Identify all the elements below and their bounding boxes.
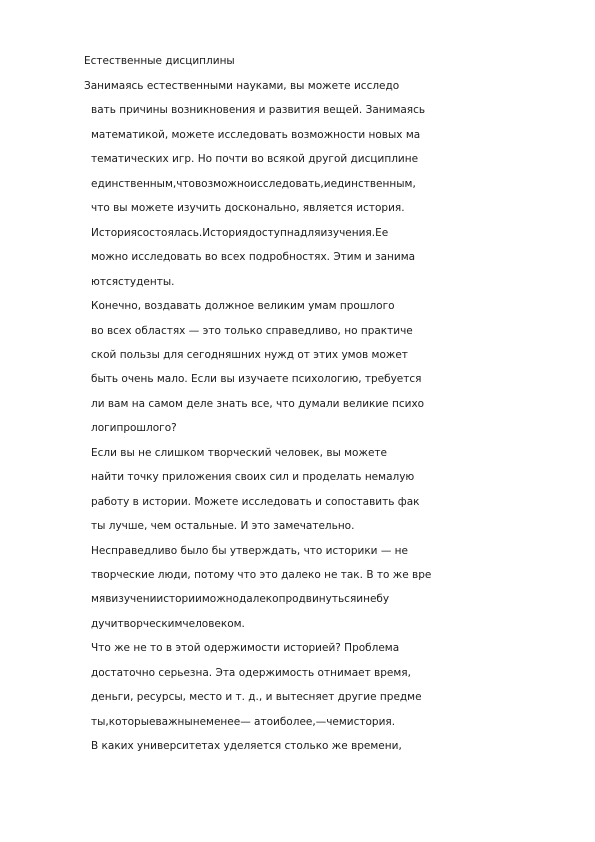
text-line: Что же не то в этой одержимости историей? Проблема <box>91 642 400 655</box>
text-line: достаточно серьезна. Эта одержимость отнимает время, <box>91 666 411 679</box>
text-line: во всех областях — это только справедливо, но практиче <box>91 324 413 337</box>
text-line: работу в истории. Можете исследовать и сопоставить фак <box>91 495 420 508</box>
text-line: что вы можете изучить досконально, является история. <box>91 202 405 215</box>
text-line: Занимаясь естественными науками, вы можете исследо <box>84 80 400 92</box>
text-line: ютсястуденты. <box>91 275 175 288</box>
text-line: быть очень мало. Если вы изучаете психологию, требуется <box>91 373 422 386</box>
text-line: деньги, ресурсы, место и т. д., и вытесняет другие предме <box>91 691 422 704</box>
text-line: ской пользы для сегодняшних нужд от этих умов может <box>91 348 408 361</box>
text-line: вать причины возникновения и развития вещей. Занимаясь <box>91 104 426 117</box>
text-line: Конечно, воздавать должное великим умам прошлого <box>91 300 395 313</box>
text-line: можно исследовать во всех подробностях. Этим и занима <box>91 251 416 264</box>
text-line: ты,которыеважнынеменее— атоиболее,—чемистория. <box>91 715 396 728</box>
text-line: мявизучениисторииможнодалекопродвинутьсяинебу <box>91 593 390 606</box>
text-line: дучитворческимчеловеком. <box>91 617 245 630</box>
text-line: тематических игр. Но почти во всякой другой дисциплине <box>91 153 419 166</box>
text-line: найти точку приложения своих сил и проделать немалую <box>91 471 415 484</box>
page-heading: Естественные дисциплины <box>84 55 235 67</box>
text-line: математикой, можете исследовать возможности новых ма <box>91 128 421 141</box>
text-line: Если вы не слишком творческий человек, вы можете <box>91 446 387 459</box>
text-line: В каких университетах уделяется столько же времени, <box>91 740 402 753</box>
text-line: единственным,чтовозможноисследовать,иединственным, <box>91 177 416 190</box>
text-line: Историясостоялась.Историядоступнадляизучения.Ее <box>91 226 389 239</box>
text-line: творческие люди, потому что это далеко не так. В то же вре <box>91 569 432 581</box>
text-line: ли вам на самом деле знать все, что думали великие психо <box>91 397 425 410</box>
text-line: ты лучше, чем остальные. И это замечательно. <box>91 520 355 533</box>
text-line: логипрошлого? <box>91 422 177 435</box>
text-line: Несправедливо было бы утверждать, что историки — не <box>91 544 408 557</box>
